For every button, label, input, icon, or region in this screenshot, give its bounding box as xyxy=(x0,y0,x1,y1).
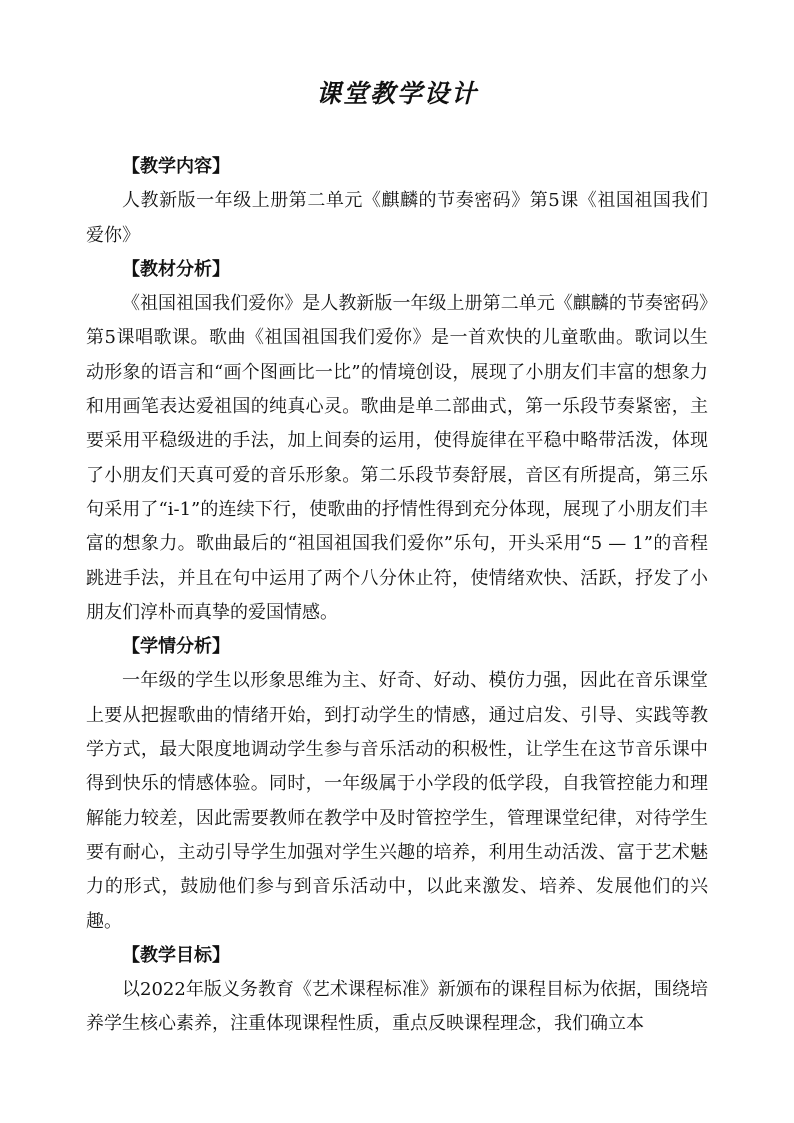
section-heading: 【教材分析】 xyxy=(122,258,230,280)
section-paragraph: 一年级的学生以形象思维为主、好奇、好动、模仿力强，因此在音乐课堂上要从把握歌曲的情绪开始，到打动学生的情感，通过启发、引导、实践等教学方式，最大限度地调动学生参与音乐活动的积极性，让学生在这节音乐课中得到快乐的情感体验。同时，一年级属于小学段的低学段，自我管控能力和理解能力较差，因此需要教师在教学中及时管控学生，管理课堂纪律，对待学生要有耐心，主动引导学生加强对学生兴趣的培养，利用生动活泼、富于艺术魅力的形式，鼓励他们参与到音乐活动中，以此来激发、培养、发展他们的兴趣。 xyxy=(86,670,708,932)
section-heading: 【学情分析】 xyxy=(122,636,230,658)
section-paragraph: 人教新版一年级上册第二单元《麒麟的节奏密码》第5课《祖国祖国我们爱你》 xyxy=(86,190,708,246)
section-student-analysis xyxy=(86,630,708,939)
section-teaching-content xyxy=(86,150,708,253)
section-teaching-goals xyxy=(86,939,708,1042)
document-title: 课堂教学设计 xyxy=(315,79,478,108)
section-paragraph: 《祖国祖国我们爱你》是人教新版一年级上册第二单元《麒麟的节奏密码》第5课唱歌课。歌曲《祖国祖国我们爱你》是一首欢快的儿童歌曲。歌词以生动形象的语言和“画个图画比一比”的情境创设，展现了小朋友们丰富的想象力和用画笔表达爱祖国的纯真心灵。歌曲是单二部曲式，第一乐段节奏紧密，主要采用平稳级进的手法，加上间奏的运用，使得旋律在平稳中略带活泼，体现了小朋友们天真可爱的音乐形象。第二乐段节奏舒展，音区有所提高，第三乐句采用了“i-1”的连续下行，使歌曲的抒情性得到充分体现，展现了小朋友们丰富的想象力。歌曲最后的“祖国祖国我们爱你”乐句，开头采用“5 — 1”的音程跳进手法，并且在句中运用了两个八分休止符，使情绪欢快、活跃，抒发了小朋友们淳朴而真挚的爱国情感。 xyxy=(86,293,708,623)
section-heading: 【教学内容】 xyxy=(122,156,230,177)
document-body xyxy=(86,150,708,1042)
section-heading: 【教学目标】 xyxy=(122,944,230,966)
section-material-analysis xyxy=(86,253,708,630)
section-paragraph: 以2022年版义务教育《艺术课程标准》新颁布的课程目标为依据，围绕培养学生核心素养，注重体现课程性质，重点反映课程理念，我们确立本 xyxy=(86,979,708,1035)
